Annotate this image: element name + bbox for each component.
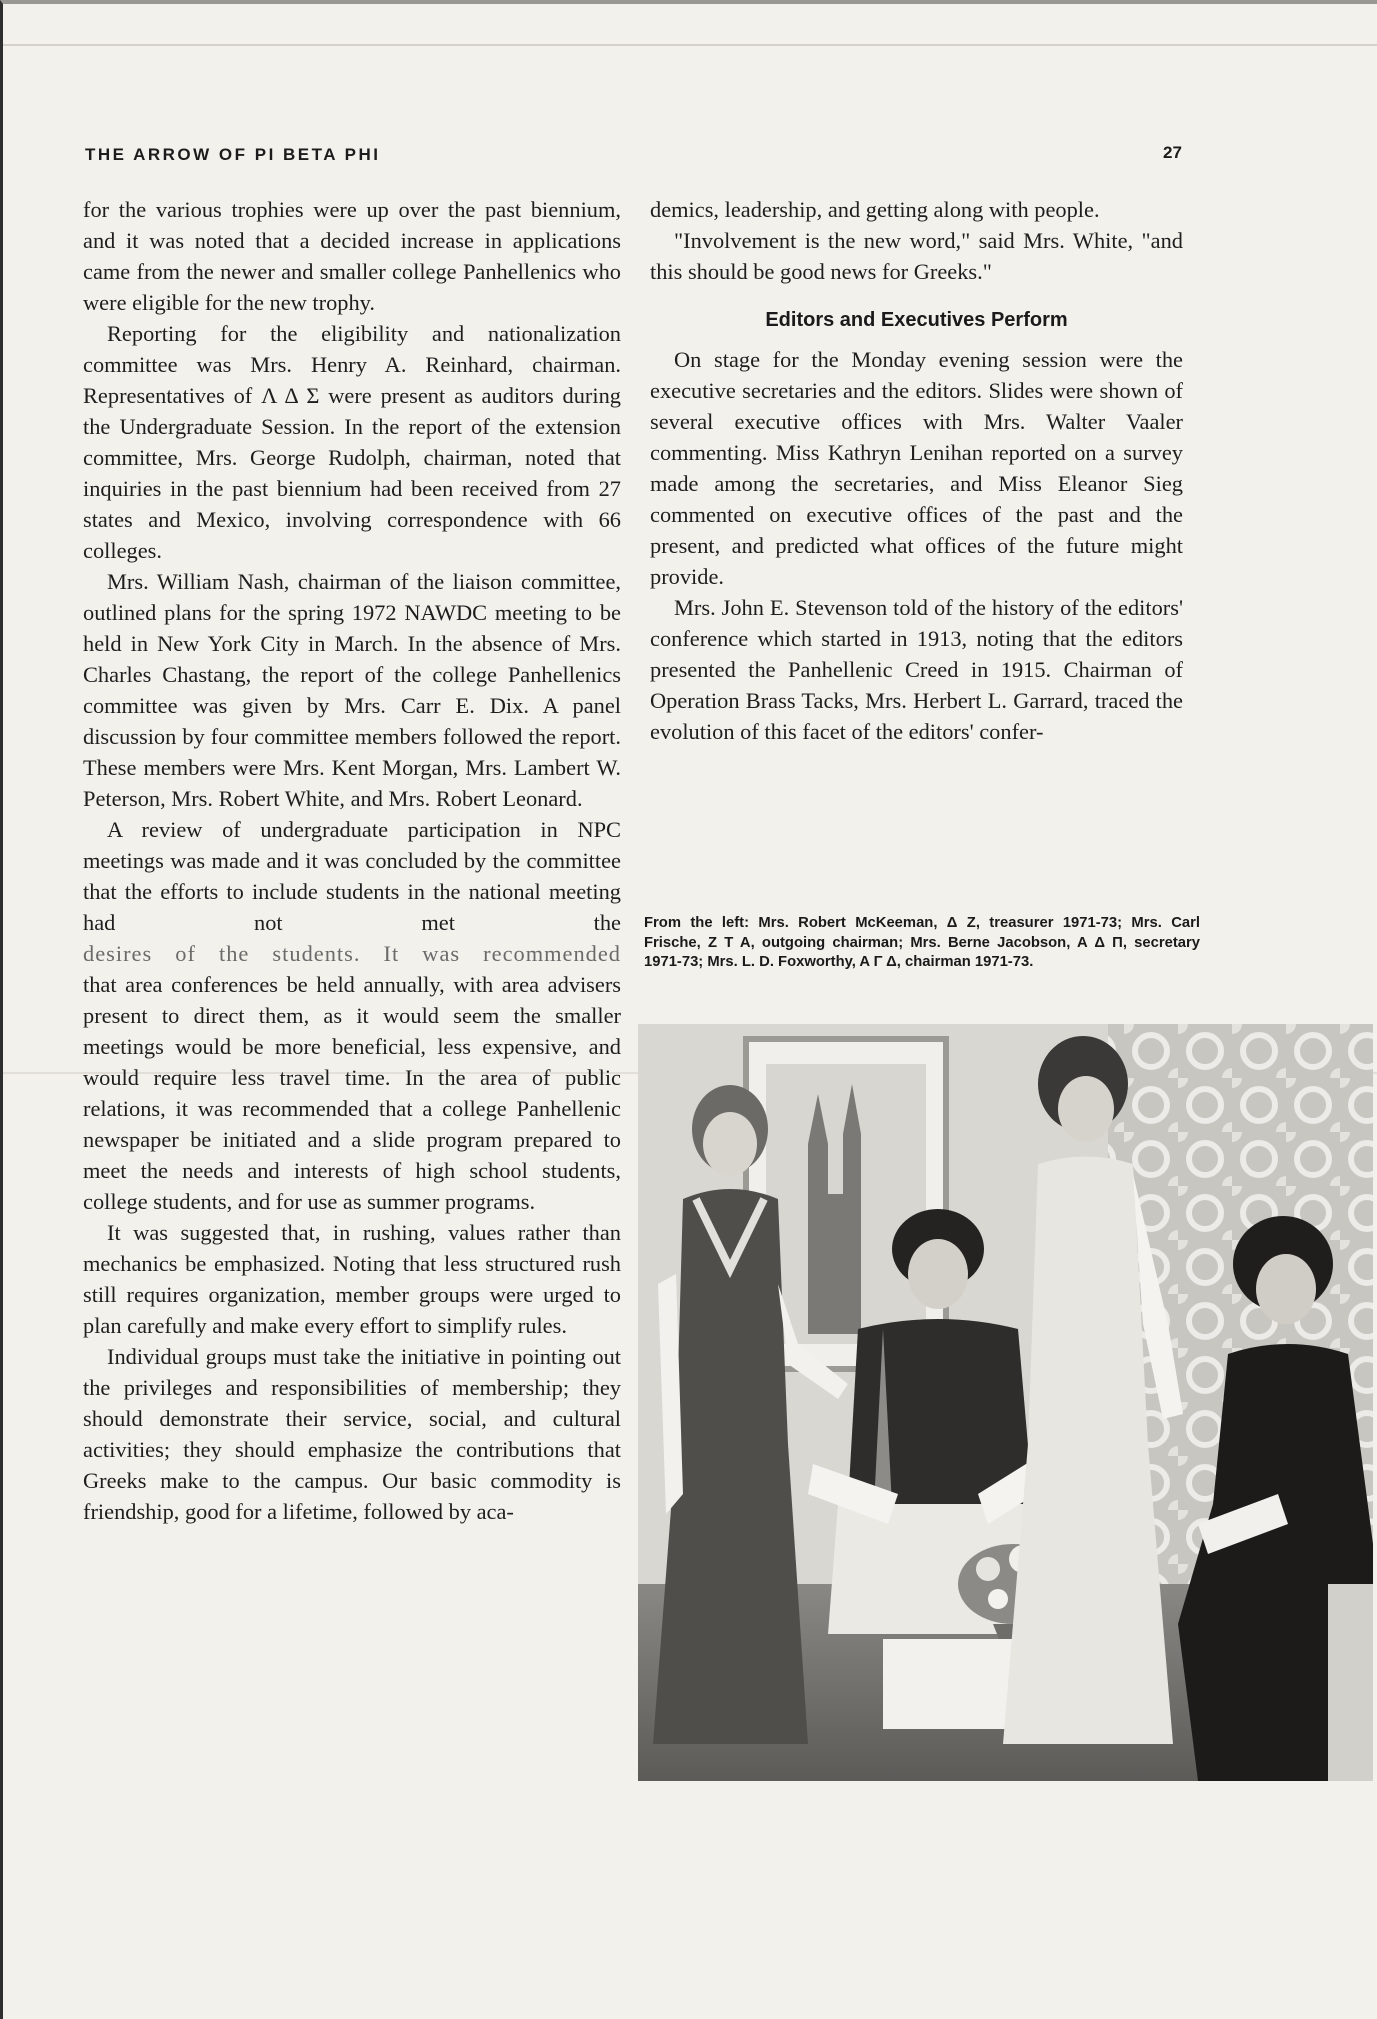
group-photo <box>638 1024 1373 1781</box>
group-photo-icon <box>638 1024 1373 1781</box>
right-column <box>650 194 1183 747</box>
photo-caption: From the left: Mrs. Robert McKeeman, Δ Z, treasurer 1971-73; Mrs. Carl Frische, Z T A, outgoing chairman; Mrs. Berne Jacobson, A Δ Π, secretary 1971-73; Mrs. L. D. Foxworthy, A Γ Δ, chairman 1971-73. <box>644 915 1200 970</box>
running-title: THE ARROW OF PI BETA PHI <box>85 145 381 164</box>
paragraph: that area conferences be held annually, with area advisers present to direct them, as it would seem the smaller meetings would be more beneficial, less expensive, and would require less travel time. In the area of public relations, it was recommended that a college Panhellenic newspaper be initiated and a slide program prepared to meet the needs and interests of high school students, college students, and for use as summer programs. <box>83 972 621 1214</box>
paragraph: for the various trophies were up over the past biennium, and it was noted that a decided increase in applications came from the newer and smaller college Panhellenics who were eligible for the new trophy. <box>83 197 621 315</box>
paragraph: On stage for the Monday evening session were the executive secretaries and the editors. Slides were shown of several executive offices with Mrs. Walter Vaaler commenting. Miss Kathryn Lenihan reported on a survey made among the secretaries, and Miss Eleanor Sieg commented on executive offices of the past and the present, and predicted what offices of the future might provide. <box>650 347 1183 589</box>
paragraph: A review of undergraduate participation in NPC meetings was made and it was concluded by the committee that the efforts to include students in the national meeting had not met the <box>83 817 621 935</box>
paragraph: demics, leadership, and getting along with people. <box>650 197 1100 222</box>
paragraph: Reporting for the eligibility and nationalization committee was Mrs. Henry A. Reinhard, chairman. Representatives of Λ Δ Σ were present as auditors during the Undergraduate Session. In the report of the extension committee, Mrs. George Rudolph, chairman, noted that inquiries in the past biennium had been received from 27 states and Mexico, involving correspondence with 66 colleges. <box>83 321 621 563</box>
section-heading: Editors and Executives Perform <box>765 309 1068 331</box>
paragraph: "Involvement is the new word," said Mrs. White, "and this should be good news for Greeks." <box>650 228 1183 284</box>
left-column <box>83 194 621 1527</box>
page-number: 27 <box>1163 143 1182 162</box>
garbled-line: desires of the students. It was recommended <box>83 941 621 966</box>
paragraph: It was suggested that, in rushing, values rather than mechanics be emphasized. Noting that less structured rush still requires organization, member groups were urged to plan carefully and make every effort to simplify rules. <box>83 1220 621 1338</box>
paragraph: Mrs. John E. Stevenson told of the history of the editors' conference which started in 1913, noting that the editors presented the Panhellenic Creed in 1915. Chairman of Operation Brass Tacks, Mrs. Herbert L. Garrard, traced the evolution of this facet of the editors' confer- <box>650 595 1183 744</box>
paragraph: Individual groups must take the initiative in pointing out the privileges and responsibilities of membership; they should demonstrate their service, social, and cultural activities; they should emphasize the contributions that Greeks make to the campus. Our basic commodity is friendship, good for a lifetime, followed by aca- <box>83 1344 621 1524</box>
paragraph: Mrs. William Nash, chairman of the liaison committee, outlined plans for the spring 1972 NAWDC meeting to be held in New York City in March. In the absence of Mrs. Charles Chastang, the report of the college Panhellenics committee was given by Mrs. Carr E. Dix. A panel discussion by four committee members followed the report. These members were Mrs. Kent Morgan, Mrs. Lambert W. Peterson, Mrs. Robert White, and Mrs. Robert Leonard. <box>83 569 621 811</box>
scan-artifact <box>3 44 1377 46</box>
